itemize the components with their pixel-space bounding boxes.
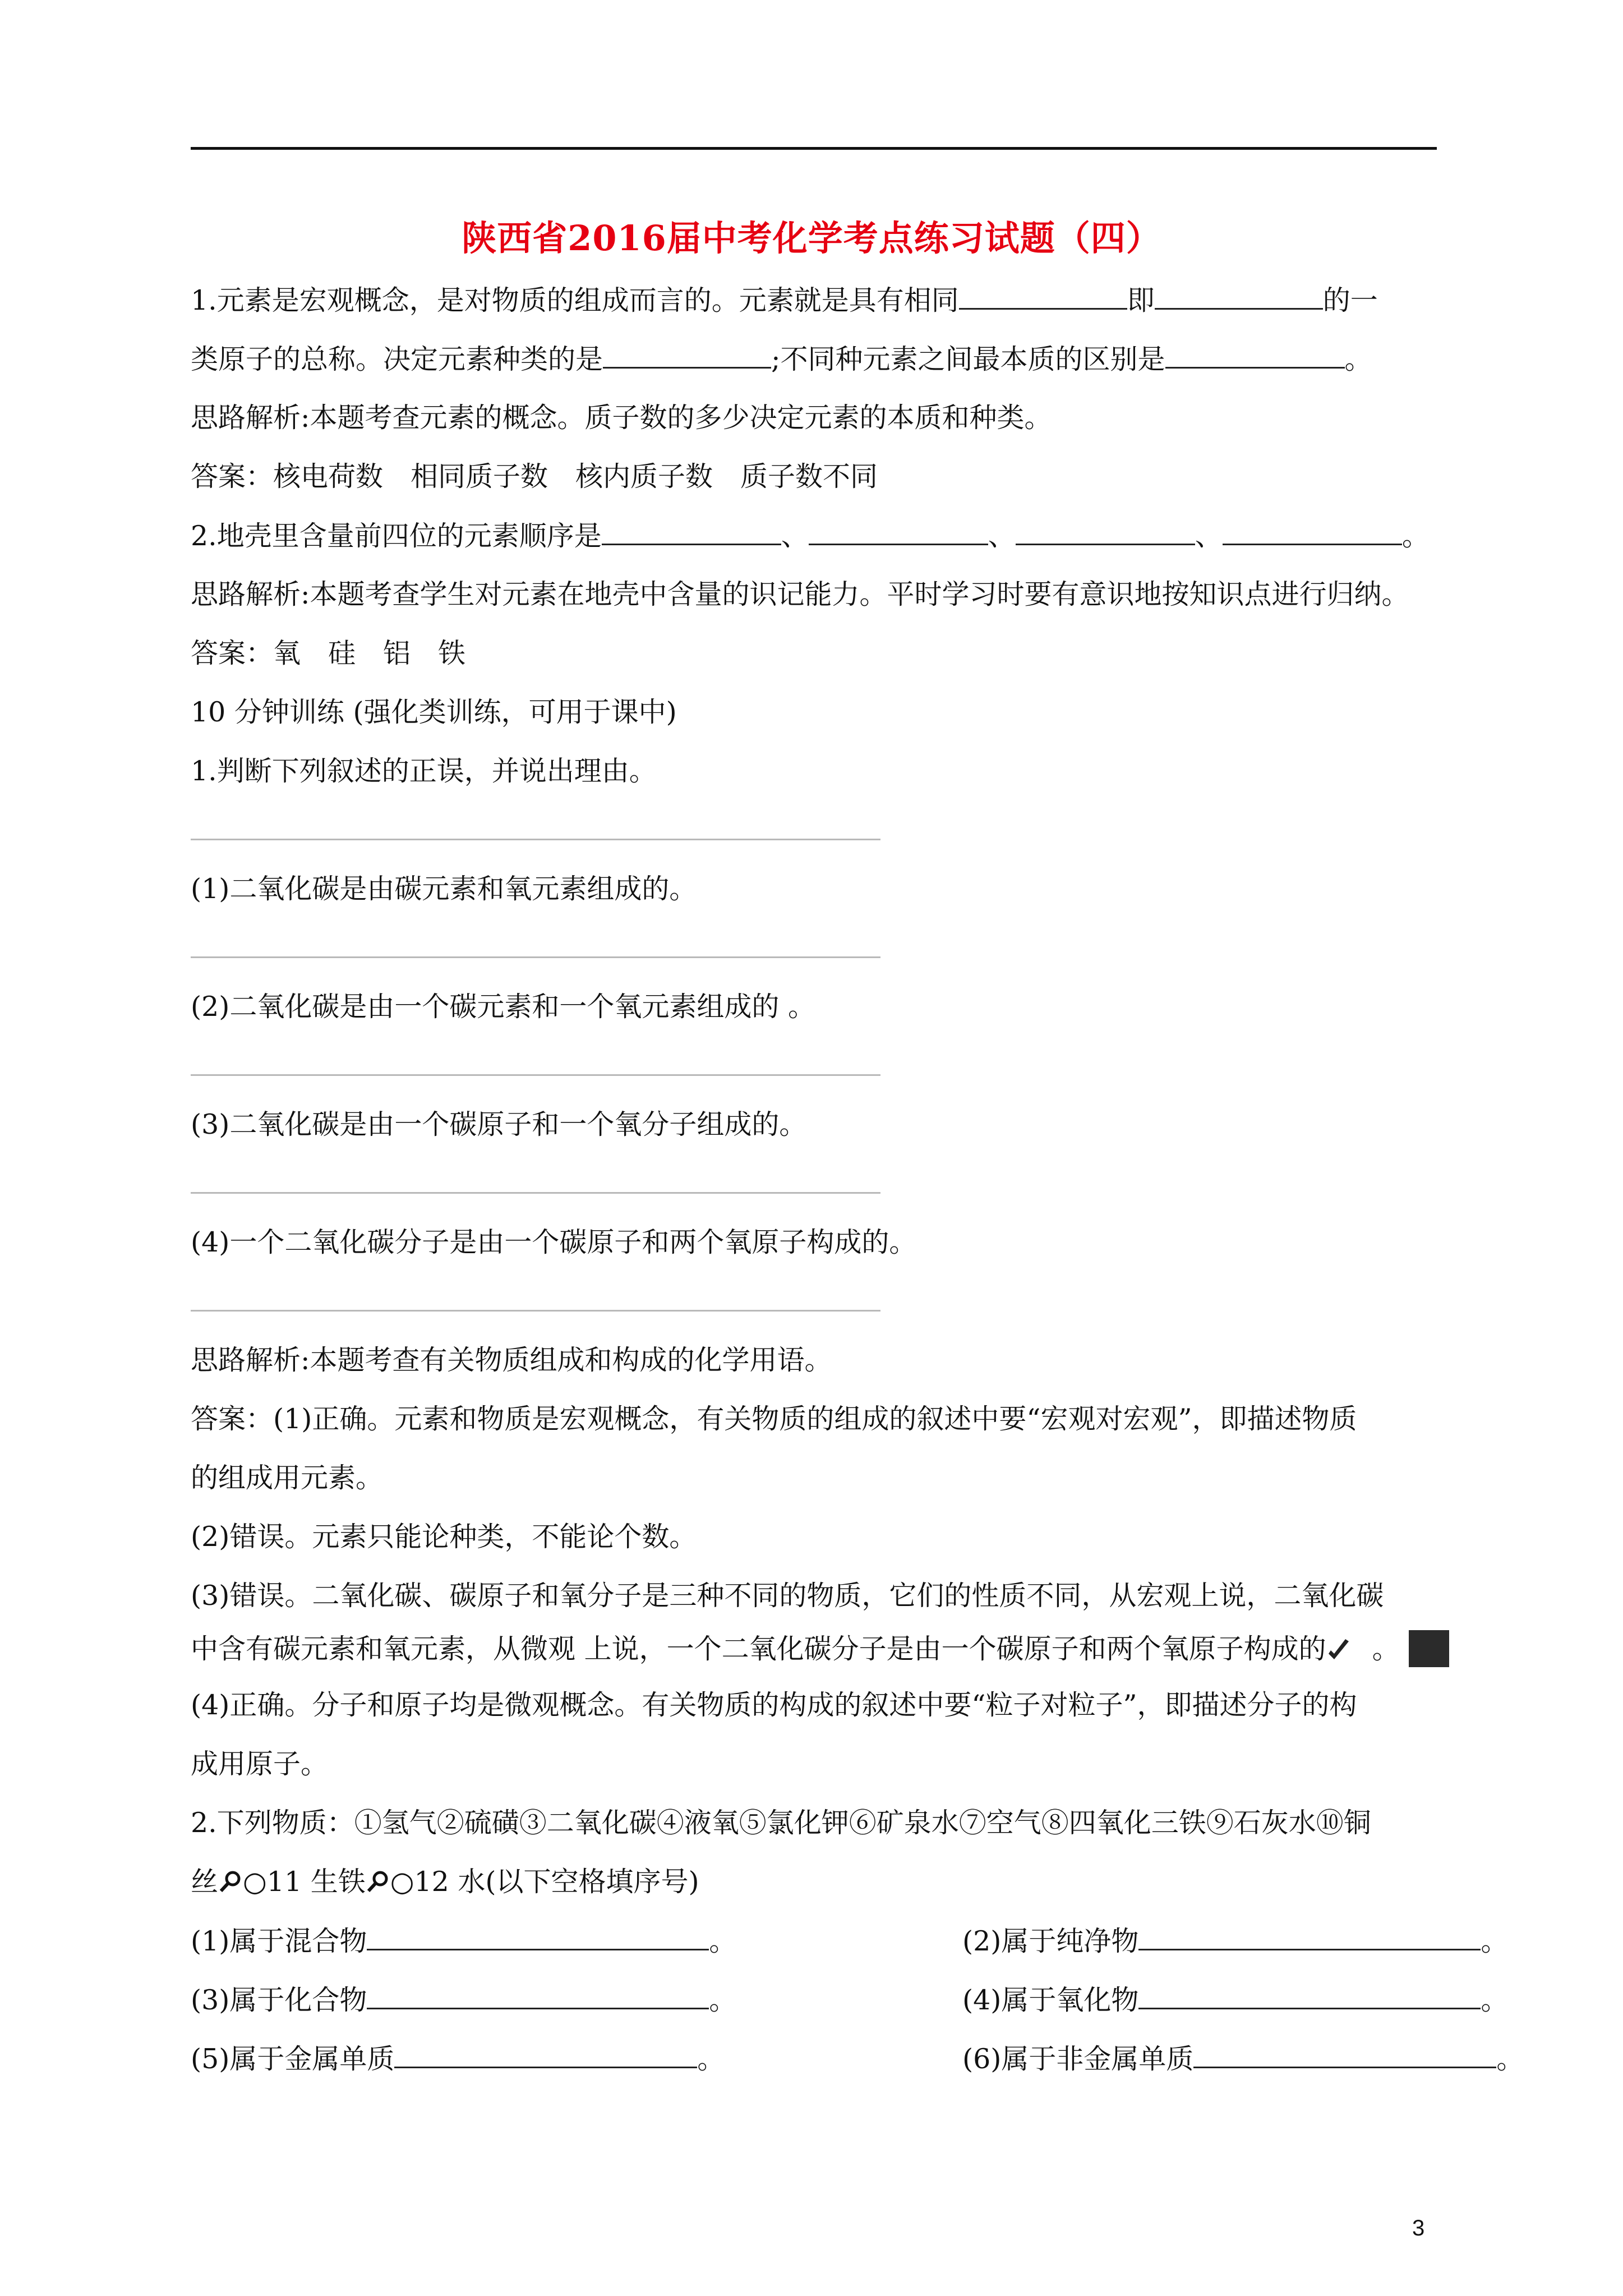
t2-stem-a: 2.下列物质：①氢气②硫磺③二氧化碳④液氧⑤氯化钾⑥矿泉水⑦空气⑧四氧化三铁⑨石灰水⑩铜 bbox=[191, 1807, 1371, 1839]
t1-answer-3a: (3)错误。二氧化碳、碳原子和氧分子是三种不同的物质，它们的性质不同，从宏观上说，二氧化碳 bbox=[191, 1580, 1384, 1612]
q1-text-c: 的一 bbox=[1322, 284, 1378, 316]
t1-answer-1b: 的组成用元素。 bbox=[191, 1462, 384, 1494]
t2-row-3 bbox=[191, 2042, 1524, 2076]
t2-end-4: 。 bbox=[1481, 1984, 1509, 2016]
header-rule bbox=[191, 147, 1437, 150]
q2-text: 2.地壳里含量前四位的元素顺序是 bbox=[191, 520, 602, 552]
t2-end-6: 。 bbox=[1496, 2043, 1524, 2075]
t2-blank-2[interactable] bbox=[1138, 1924, 1481, 1950]
q1-text-e: ;不同种元素之间最本质的区别是 bbox=[771, 343, 1165, 375]
q2-blank-2[interactable] bbox=[809, 519, 988, 545]
q1-line-2 bbox=[191, 342, 1372, 376]
t1-answer-3b-text: 中含有碳元素和氧元素，从微观 上说，一个二氧化碳分子是由一个碳原子和两个氧原子构成的 bbox=[191, 1633, 1326, 1665]
t2-blank-6[interactable] bbox=[1193, 2042, 1496, 2068]
q2-blank-4[interactable] bbox=[1223, 519, 1402, 545]
t1-answer-3b bbox=[191, 1632, 1400, 1666]
answer-line-2[interactable] bbox=[191, 956, 880, 958]
t2-end-5: 。 bbox=[697, 2043, 725, 2075]
t1-analysis: 思路解析:本题考查有关物质组成和构成的化学用语。 bbox=[191, 1344, 832, 1376]
answer-line-1[interactable] bbox=[191, 839, 880, 840]
t2-label-4: (4)属于氧化物 bbox=[962, 1984, 1139, 2016]
t2-blank-5[interactable] bbox=[394, 2042, 697, 2068]
q2-sep-1: 、 bbox=[781, 520, 809, 552]
q2-blank-3[interactable] bbox=[1016, 519, 1195, 545]
magnifier-icon bbox=[218, 1870, 243, 1894]
q2-line bbox=[191, 519, 1430, 553]
t2-stem-b2: ○11 生铁 bbox=[243, 1866, 366, 1898]
t2-blank-3[interactable] bbox=[367, 1983, 709, 2009]
t1-answer-4b: 成用原子。 bbox=[191, 1748, 329, 1780]
t2-end-2: 。 bbox=[1481, 1925, 1509, 1957]
t2-stem-b3: ○12 水(以下空格填序号) bbox=[390, 1866, 699, 1898]
t2-col2-1 bbox=[962, 1924, 1508, 1958]
q2-end: 。 bbox=[1401, 520, 1430, 552]
t1-item-1: (1)二氧化碳是由碳元素和氧元素组成的。 bbox=[191, 873, 697, 905]
pencil-mark-icon bbox=[1326, 1637, 1351, 1662]
t2-stem-b1: 丝 bbox=[191, 1866, 219, 1898]
t2-col2-2 bbox=[962, 1983, 1508, 2017]
q1-blank-3[interactable] bbox=[603, 342, 771, 369]
t2-label-1: (1)属于混合物 bbox=[191, 1925, 367, 1957]
q2-blank-1[interactable] bbox=[602, 519, 781, 545]
q1-text-f: 。 bbox=[1344, 343, 1372, 375]
t2-stem-b bbox=[191, 1865, 699, 1899]
page-title: 陕西省2016届中考化学考点练习试题（四） bbox=[462, 218, 1161, 259]
t2-row-1 bbox=[191, 1924, 1509, 1958]
t1-answer-2: (2)错误。元素只能论种类，不能论个数。 bbox=[191, 1521, 697, 1553]
t2-col2-3 bbox=[962, 2042, 1524, 2076]
t1-item-3: (3)二氧化碳是由一个碳原子和一个氧分子组成的。 bbox=[191, 1108, 807, 1140]
redaction-block bbox=[1409, 1630, 1449, 1667]
q1-blank-2[interactable] bbox=[1155, 283, 1323, 310]
q1-text-d: 类原子的总称。决定元素种类的是 bbox=[191, 343, 603, 375]
q2-sep-3: 、 bbox=[1195, 520, 1223, 552]
q1-answer: 答案：核电荷数 相同质子数 核内质子数 质子数不同 bbox=[191, 461, 878, 493]
t1-answer-3c: 。 bbox=[1372, 1633, 1400, 1665]
magnifier-icon bbox=[366, 1870, 390, 1894]
t1-answer-1a: 答案：(1)正确。元素和物质是宏观概念，有关物质的组成的叙述中要“宏观对宏观”，即描述物质 bbox=[191, 1403, 1357, 1435]
q1-blank-4[interactable] bbox=[1165, 342, 1345, 369]
t2-blank-1[interactable] bbox=[367, 1924, 709, 1950]
t1-item-2: (2)二氧化碳是由一个碳元素和一个氧元素组成的 。 bbox=[191, 991, 815, 1023]
t2-blank-4[interactable] bbox=[1138, 1983, 1481, 2009]
q2-analysis: 思路解析:本题考查学生对元素在地壳中含量的识记能力。平时学习时要有意识地按知识点进行归纳。 bbox=[191, 578, 1409, 610]
t2-row-2 bbox=[191, 1983, 1509, 2017]
q1-text-b: 即 bbox=[1127, 284, 1155, 316]
q1-text-a: 1.元素是宏观概念，是对物质的组成而言的。元素就是具有相同 bbox=[191, 284, 959, 316]
t2-label-5: (5)属于金属单质 bbox=[191, 2043, 395, 2075]
answer-line-5[interactable] bbox=[191, 1310, 880, 1312]
q1-analysis: 思路解析:本题考查元素的概念。质子数的多少决定元素的本质和种类。 bbox=[191, 402, 1052, 434]
t1-answer-4a: (4)正确。分子和原子均是微观概念。有关物质的构成的叙述中要“粒子对粒子”，即描述分子的构 bbox=[191, 1689, 1357, 1721]
answer-line-3[interactable] bbox=[191, 1074, 880, 1076]
t1-item-4: (4)一个二氧化碳分子是由一个碳原子和两个氧原子构成的。 bbox=[191, 1226, 917, 1258]
q1-line-1 bbox=[191, 283, 1378, 318]
t1-stem: 1.判断下列叙述的正误，并说出理由。 bbox=[191, 755, 657, 787]
q2-sep-2: 、 bbox=[988, 520, 1016, 552]
answer-line-4[interactable] bbox=[191, 1192, 880, 1194]
page-number: 3 bbox=[1412, 2216, 1425, 2240]
t2-label-2: (2)属于纯净物 bbox=[962, 1925, 1139, 1957]
t2-label-6: (6)属于非金属单质 bbox=[962, 2043, 1194, 2075]
section-heading: 10 分钟训练 (强化类训练，可用于课中) bbox=[191, 696, 677, 728]
t2-label-3: (3)属于化合物 bbox=[191, 1984, 367, 2016]
q1-blank-1[interactable] bbox=[959, 283, 1127, 310]
q2-answer: 答案：氧 硅 铝 铁 bbox=[191, 637, 466, 669]
t2-end-1: 。 bbox=[709, 1925, 737, 1957]
t2-end-3: 。 bbox=[709, 1984, 737, 2016]
